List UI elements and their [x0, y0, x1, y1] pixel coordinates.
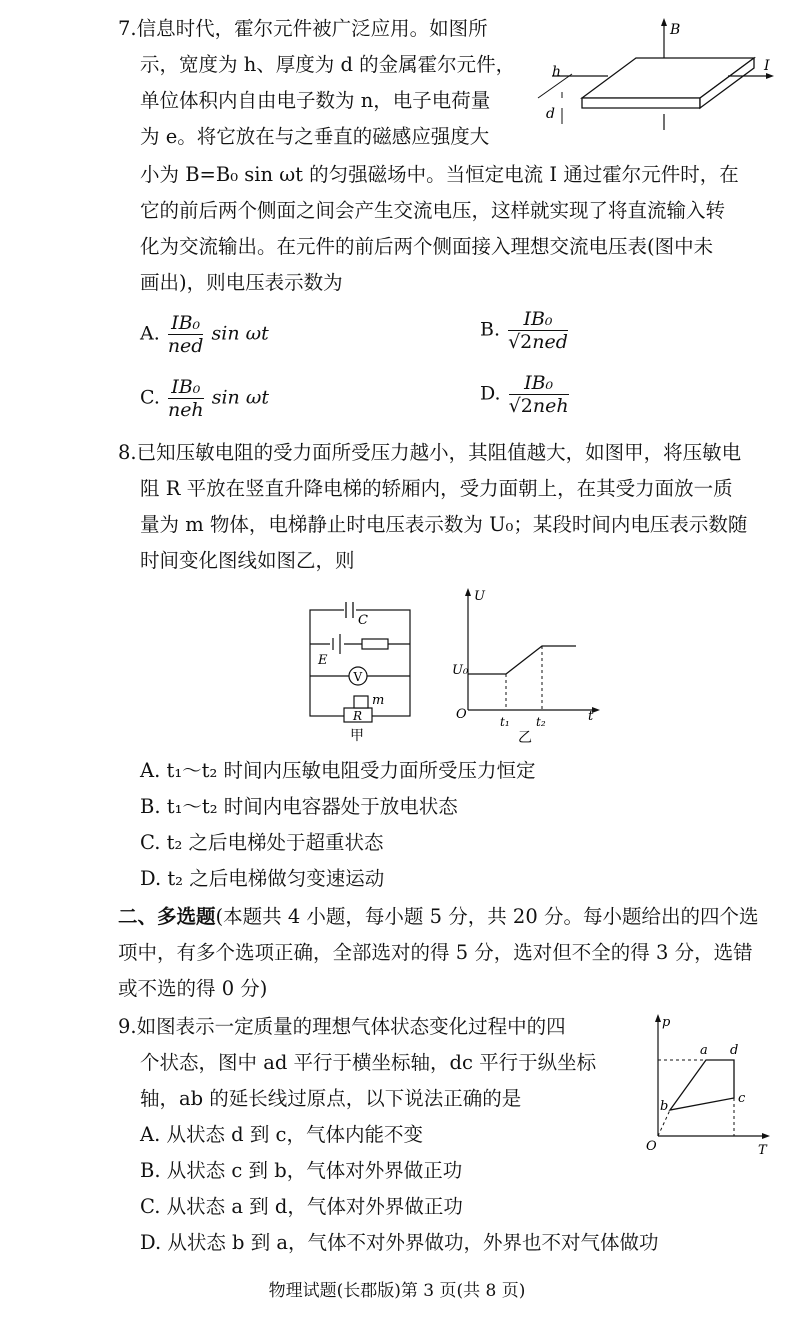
svg-text:c: c — [738, 1091, 746, 1106]
q9-line-3: 轴，ab 的延长线过原点，以下说法正确的是 — [140, 1087, 522, 1110]
svg-text:d: d — [730, 1043, 739, 1058]
svg-text:p: p — [662, 1015, 671, 1030]
label-d: d — [546, 106, 555, 122]
svg-text:T: T — [758, 1143, 767, 1158]
section-2-title: 二、多选题 — [118, 905, 216, 928]
label-C: C — [358, 613, 368, 628]
q9-line-1: 9.如图表示一定质量的理想气体状态变化过程中的四 — [118, 1015, 566, 1038]
q8-option-b[interactable]: B. t₁～t₂ 时间内电容器处于放电状态 — [140, 795, 458, 818]
q8-line-3: 量为 m 物体，电梯静止时电压表示数为 U₀；某段时间内电压表示数随 — [140, 513, 748, 536]
label-m: m — [372, 693, 385, 708]
q8-option-c[interactable]: C. t₂ 之后电梯处于超重状态 — [140, 831, 384, 854]
q9-option-c[interactable]: C. 从状态 a 到 d，气体对外界做正功 — [140, 1195, 463, 1218]
label-B: B — [670, 22, 681, 38]
q8-line-2: 阻 R 平放在竖直升降电梯的轿厢内，受力面朝上，在其受力面放一质 — [140, 477, 733, 500]
svg-text:a: a — [700, 1043, 708, 1058]
label-R: R — [353, 709, 363, 723]
label-V: V — [353, 670, 363, 684]
svg-text:乙: 乙 — [518, 730, 532, 744]
q8-line-4: 时间变化图线如图乙，则 — [140, 549, 355, 572]
q7-line-5: 小为 B=B₀ sin ωt 的匀强磁场中。当恒定电流 I 通过霍尔元件时，在 — [140, 163, 739, 186]
label-I: I — [764, 58, 770, 74]
svg-text:U₀: U₀ — [452, 663, 469, 678]
q7-option-c[interactable]: C. $\frac{\text{IB₀}}{\text{neh}}$ sin ωt — [140, 376, 269, 421]
q7-line-6: 它的前后两个侧面之间会产生交流电压，这样就实现了将直流输入转 — [140, 199, 726, 222]
section-2-line-2: 项中，有多个选项正确，全部选对的得 5 分，选对但不全的得 3 分，选错 — [118, 941, 753, 964]
hall-element-figure — [532, 14, 782, 132]
label-E: E — [318, 653, 328, 668]
svg-text:t: t — [588, 709, 594, 724]
q9-line-2: 个状态，图中 ad 平行于横坐标轴，dc 平行于纵坐标 — [140, 1051, 597, 1074]
q7-line-7: 化为交流输出。在元件的前后两个侧面接入理想交流电压表(图中未 — [140, 235, 714, 258]
q8-option-d[interactable]: D. t₂ 之后电梯做匀变速运动 — [140, 867, 385, 890]
caption-jia: 甲 — [350, 728, 364, 744]
q7-line-3: 单位体积内自由电子数为 n，电子电荷量 — [140, 89, 491, 112]
q7-line-4: 为 e。将它放在与之垂直的磁感应强度大 — [140, 125, 490, 148]
q7-line-8: 画出)，则电压表示数为 — [140, 271, 343, 294]
q9-option-a[interactable]: A. 从状态 d 到 c，气体内能不变 — [140, 1123, 423, 1146]
q7-option-d[interactable]: D. $\frac{\text{IB₀}}{\text{√2neh}}$ — [480, 372, 569, 417]
svg-text:O: O — [646, 1139, 657, 1154]
q7-option-b[interactable]: B. $\frac{\text{IB₀}}{\text{√2ned}}$ — [480, 308, 568, 353]
svg-text:b: b — [660, 1099, 669, 1114]
q7-option-a[interactable]: A. $\frac{\text{IB₀}}{\text{ned}}$ sin ωt — [140, 312, 269, 357]
svg-text:t₁: t₁ — [500, 715, 510, 729]
circuit-diagram — [300, 596, 420, 746]
q9-option-d[interactable]: D. 从状态 b 到 a，气体不对外界做功，外界也不对气体做功 — [140, 1231, 659, 1254]
q9-option-b[interactable]: B. 从状态 c 到 b，气体对外界做正功 — [140, 1159, 463, 1182]
section-2-line-3: 或不选的得 0 分) — [118, 977, 268, 1000]
q8-option-a[interactable]: A. t₁～t₂ 时间内压敏电阻受力面所受压力恒定 — [140, 759, 536, 782]
q7-line-1: 7.信息时代，霍尔元件被广泛应用。如图所 — [118, 17, 488, 40]
p-t-graph — [640, 1010, 780, 1158]
label-h: h — [552, 64, 562, 80]
svg-text:O: O — [456, 707, 467, 722]
q7-line-2: 示，宽度为 h、厚度为 d 的金属霍尔元件， — [140, 53, 516, 76]
svg-text:t₂: t₂ — [536, 715, 546, 729]
voltage-time-graph — [448, 584, 608, 744]
q8-line-1: 8.已知压敏电阻的受力面所受压力越小，其阻值越大，如图甲，将压敏电 — [118, 441, 742, 464]
page-footer: 物理试题(长郡版)第 3 页(共 8 页) — [268, 1281, 526, 1301]
section-2-line-1: 二、多选题(本题共 4 小题，每小题 5 分，共 20 分。每小题给出的四个选 — [118, 905, 759, 928]
svg-text:U: U — [474, 589, 485, 604]
